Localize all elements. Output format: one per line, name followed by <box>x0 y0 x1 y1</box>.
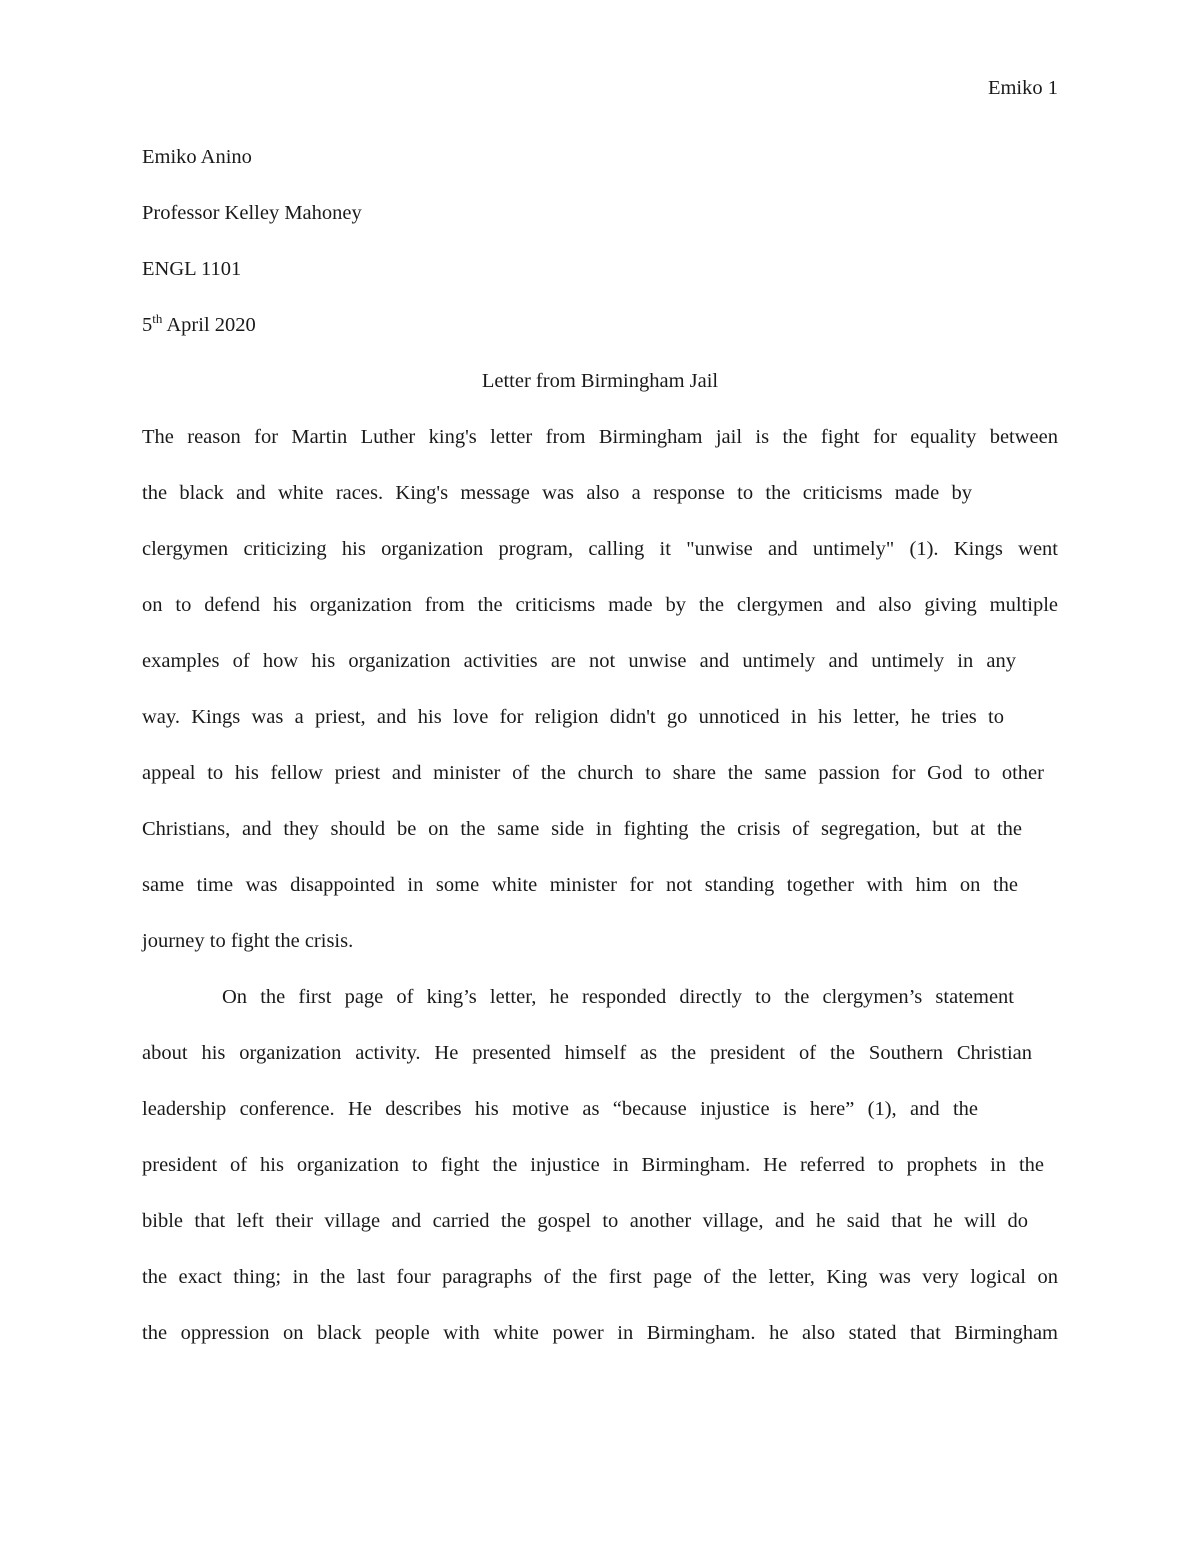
paragraph-line: leadership conference. He describes his motive as “because injustice is here” (1), and the <box>142 1098 978 1120</box>
paragraph-line: the exact thing; in the last four paragraphs of the first page of the letter, King was very logical on <box>142 1266 1058 1288</box>
paragraph-line: Christians, and they should be on the same side in fighting the crisis of segregation, but at the <box>142 818 1022 840</box>
paragraph-line: bible that left their village and carried the gospel to another village, and he said that he will do <box>142 1210 1028 1232</box>
paragraph-line: on to defend his organization from the criticisms made by the clergymen and also giving multiple <box>142 594 1058 616</box>
paragraph-line: way. Kings was a priest, and his love for religion didn't go unnoticed in his letter, he tries to <box>142 706 1004 728</box>
paragraph-line: president of his organization to fight the injustice in Birmingham. He referred to prophets in the <box>142 1154 1044 1176</box>
date-line <box>142 311 256 339</box>
paragraph-line: same time was disappointed in some white minister for not standing together with him on the <box>142 874 1018 896</box>
paragraph-line: On the first page of king’s letter, he responded directly to the clergymen’s statement <box>222 986 1014 1008</box>
professor-name: Professor Kelley Mahoney <box>142 202 362 224</box>
date-day: 5 <box>142 314 153 336</box>
course-code: ENGL 1101 <box>142 258 242 280</box>
paragraph-line: examples of how his organization activities are not unwise and untimely and untimely in any <box>142 650 1016 672</box>
paragraph-line: about his organization activity. He presented himself as the president of the Southern Christian <box>142 1042 1032 1064</box>
paragraph-line: The reason for Martin Luther king's letter from Birmingham jail is the fight for equality between <box>142 426 1058 448</box>
running-head: Emiko 1 <box>987 77 1058 99</box>
paragraph-line: appeal to his fellow priest and minister of the church to share the same passion for God to other <box>142 762 1044 784</box>
paragraph-line: the oppression on black people with white power in Birmingham. he also stated that Birmingham <box>142 1322 1058 1344</box>
essay-title: Letter from Birmingham Jail <box>481 370 719 392</box>
paragraph-line: the black and white races. King's message was also a response to the criticisms made by <box>142 482 972 504</box>
date-rest: April 2020 <box>162 314 256 336</box>
paragraph-line: journey to fight the crisis. <box>142 930 354 952</box>
date-suffix: th <box>152 311 163 326</box>
student-name: Emiko Anino <box>142 146 252 168</box>
paragraph-line: clergymen criticizing his organization program, calling it "unwise and untimely" (1). Kings went <box>142 538 1058 560</box>
